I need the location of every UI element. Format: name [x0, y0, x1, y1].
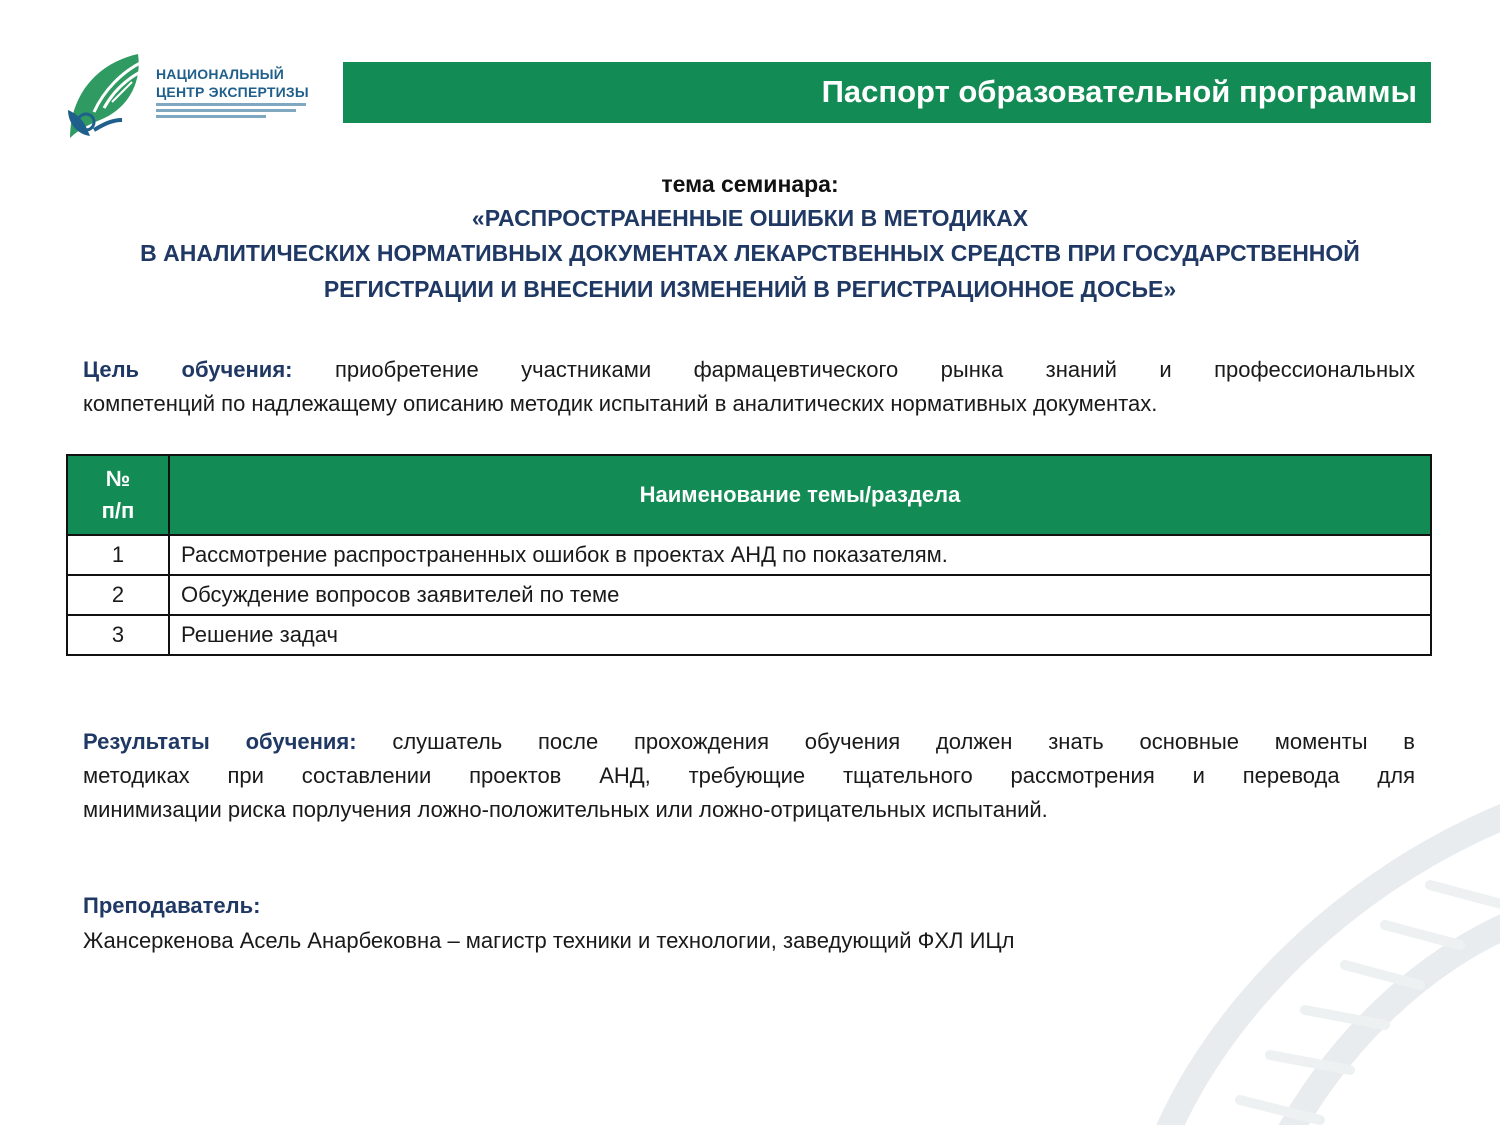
- column-header-name: Наименование темы/раздела: [169, 455, 1431, 535]
- results-text-1: слушатель после прохождения обучения должен знать основные моменты в: [392, 729, 1415, 754]
- table-header-row: [67, 455, 1431, 535]
- row-num: 1: [67, 535, 169, 575]
- header-bar: [343, 62, 1431, 123]
- logo-small-print: [156, 103, 316, 121]
- topic-line-1: «РАСПРОСТРАНЕННЫЕ ОШИБКИ В МЕТОДИКАХ: [471, 205, 1029, 231]
- column-header-num-line1: №: [105, 466, 131, 491]
- logo-emblem-icon: [64, 50, 154, 142]
- teacher-label: Преподаватель:: [83, 893, 261, 918]
- results-paragraph: [83, 725, 1415, 827]
- goal-paragraph: [83, 353, 1415, 421]
- logo-name-line2: ЦЕНТР ЭКСПЕРТИЗЫ: [156, 84, 309, 100]
- goal-text-2: компетенций по надлежащему описанию методик испытаний в аналитических нормативных документах.: [83, 391, 1158, 416]
- topic-line-3: РЕГИСТРАЦИИ И ВНЕСЕНИИ ИЗМЕНЕНИЙ В РЕГИСТРАЦИОННОЕ ДОСЬЕ»: [323, 276, 1177, 302]
- topic-label: тема семинара:: [661, 171, 839, 197]
- results-label: Результаты обучения:: [83, 729, 357, 754]
- results-text-2: методиках при составлении проектов АНД, требующие тщательного рассмотрения и перевода для: [83, 763, 1415, 788]
- goal-row-1: [83, 353, 1415, 387]
- column-header-num: [67, 455, 169, 535]
- topics-table: [66, 454, 1432, 656]
- row-name: Рассмотрение распространенных ошибок в проектах АНД по показателям.: [169, 535, 1431, 575]
- table-row: [67, 575, 1431, 615]
- row-name: Обсуждение вопросов заявителей по теме: [169, 575, 1431, 615]
- teacher-name: Жансеркенова Асель Анарбековна – магистр техники и технологии, заведующий ФХЛ ИЦл: [83, 928, 1015, 953]
- topic-line-2: В АНАЛИТИЧЕСКИХ НОРМАТИВНЫХ ДОКУМЕНТАХ ЛЕКАРСТВЕННЫХ СРЕДСТВ ПРИ ГОСУДАРСТВЕННОЙ: [140, 240, 1360, 266]
- table-row: [67, 535, 1431, 575]
- logo-name-line1: НАЦИОНАЛЬНЫЙ: [156, 66, 284, 82]
- column-header-num-line2: п/п: [101, 498, 135, 523]
- goal-label: Цель обучения:: [83, 357, 293, 382]
- goal-text-1: приобретение участниками фармацевтического рынка знаний и профессиональных: [334, 357, 1415, 382]
- logo: [64, 50, 324, 142]
- row-num: 3: [67, 615, 169, 655]
- page-title: Паспорт образовательной программы: [821, 74, 1417, 109]
- row-num: 2: [67, 575, 169, 615]
- results-text-3: минимизации риска порлучения ложно-положительных или ложно-отрицательных испытаний.: [83, 797, 1048, 822]
- row-name: Решение задач: [169, 615, 1431, 655]
- results-row-1: [83, 725, 1415, 759]
- table-row: [67, 615, 1431, 655]
